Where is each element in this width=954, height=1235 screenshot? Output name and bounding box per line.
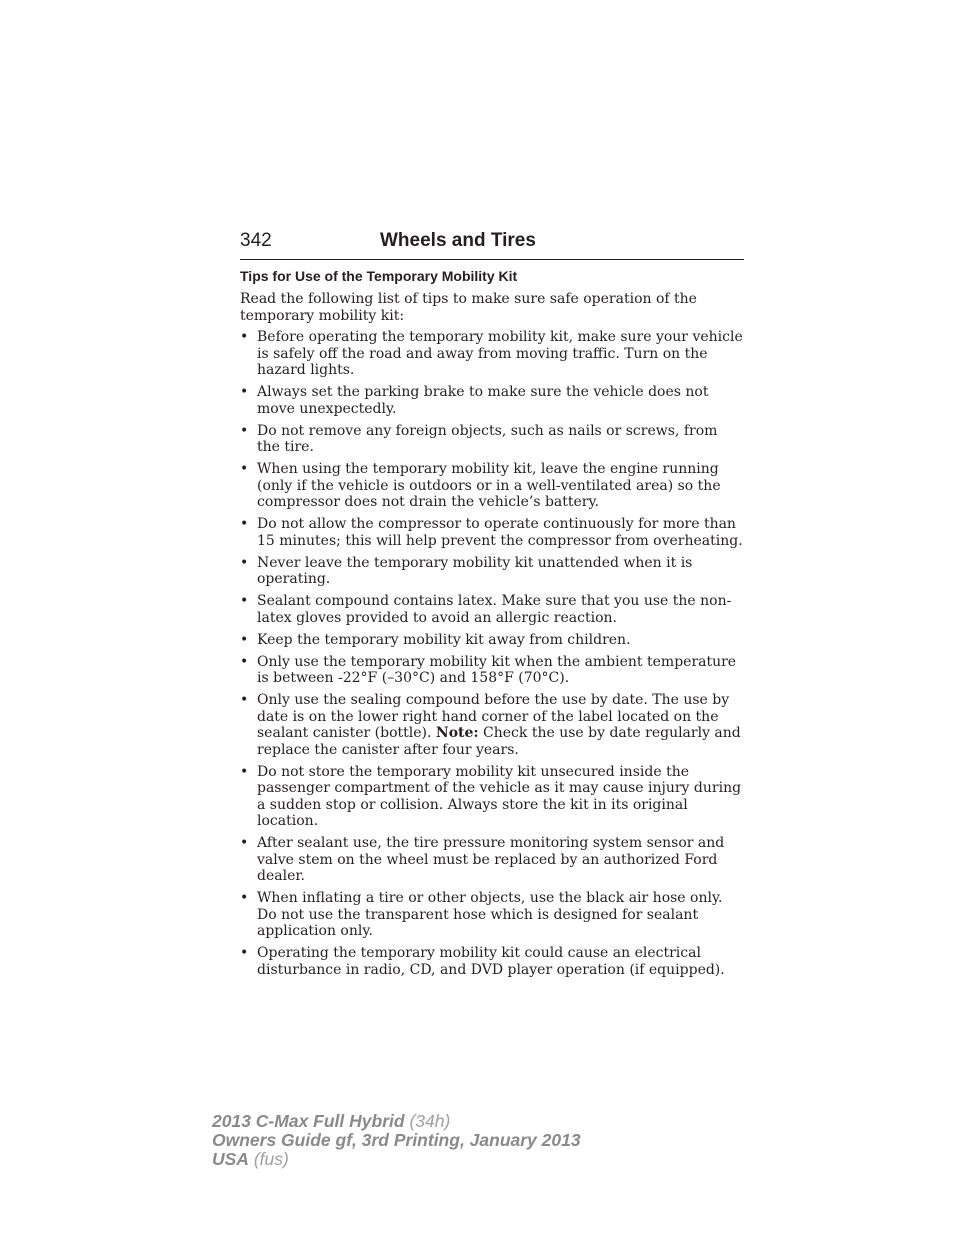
tip-text: Do not allow the compressor to operate continuously for more than 15 minutes; this will help prevent the compressor from overheating. xyxy=(257,516,743,549)
page-header xyxy=(240,229,744,260)
tip-text: Sealant compound contains latex. Make sure that you use the non-latex gloves provided to avoid an allergic reaction. xyxy=(257,593,732,626)
list-item xyxy=(240,516,744,549)
footer-guide: Owners Guide gf, 3rd Printing, January 2013 xyxy=(212,1130,581,1150)
list-item xyxy=(240,632,744,649)
list-item xyxy=(240,945,744,978)
page-number: 342 xyxy=(240,230,272,251)
tips-list xyxy=(240,329,744,978)
list-item xyxy=(240,692,744,758)
bullet-icon: • xyxy=(240,835,249,851)
tip-text: Keep the temporary mobility kit away from children. xyxy=(257,631,631,648)
footer-line-market xyxy=(212,1150,692,1169)
list-item xyxy=(240,835,744,885)
list-item xyxy=(240,890,744,940)
footer-line-guide xyxy=(212,1131,692,1150)
list-item xyxy=(240,329,744,379)
bullet-icon: • xyxy=(240,890,249,906)
tip-text: When inflating a tire or other objects, use the black air hose only. Do not use the transparent hose which is designed for sealant application only. xyxy=(257,890,723,939)
list-item xyxy=(240,764,744,830)
tip-text: Always set the parking brake to make sure the vehicle does not move unexpectedly. xyxy=(257,384,709,417)
note-label: Note: xyxy=(435,725,479,741)
chapter-title: Wheels and Tires xyxy=(380,230,536,251)
bullet-icon: • xyxy=(240,329,249,345)
tip-text: After sealant use, the tire pressure monitoring system sensor and valve stem on the wheel must be replaced by an authorized Ford dealer. xyxy=(257,835,725,884)
tip-text: Never leave the temporary mobility kit unattended when it is operating. xyxy=(257,554,693,587)
bullet-icon: • xyxy=(240,593,249,609)
bullet-icon: • xyxy=(240,422,249,439)
footer-market-code: (fus) xyxy=(253,1149,289,1169)
list-item xyxy=(240,555,744,588)
tip-text: Only use the sealing compound before the use by date. The use by date is on the lower right hand corner of the label located on the sealant canister (bottle). xyxy=(257,692,730,741)
footer-model-code: (34h) xyxy=(409,1111,451,1131)
bullet-icon: • xyxy=(240,763,249,780)
footer-model: 2013 C-Max Full Hybrid xyxy=(212,1111,405,1131)
bullet-icon: • xyxy=(240,384,249,400)
bullet-icon: • xyxy=(240,554,249,571)
tip-text: Do not store the temporary mobility kit unsecured inside the passenger compartment of the vehicle as it may cause injury during a sudden stop or collision. Always store the kit in its original location. xyxy=(257,763,742,829)
list-item xyxy=(240,384,744,417)
tip-text: Only use the temporary mobility kit when the ambient temperature is between -22°F (–30°C) and 158°F (70°C). xyxy=(257,653,737,686)
list-item xyxy=(240,461,744,511)
tip-text: Operating the temporary mobility kit could cause an electrical disturbance in radio, CD, and DVD player operation (if equipped). xyxy=(257,945,725,978)
footer-line-model xyxy=(212,1112,692,1131)
document-footer xyxy=(212,1112,692,1169)
bullet-icon: • xyxy=(240,692,249,708)
bullet-icon: • xyxy=(240,945,249,961)
tip-text: Do not remove any foreign objects, such as nails or screws, from the tire. xyxy=(257,422,718,455)
list-item xyxy=(240,423,744,456)
section-title: Tips for Use of the Temporary Mobility Kit xyxy=(240,268,518,284)
bullet-icon: • xyxy=(240,631,249,648)
section-content xyxy=(240,291,744,984)
intro-paragraph: Read the following list of tips to make sure safe operation of the temporary mobility kit: xyxy=(240,291,697,324)
list-item xyxy=(240,593,744,626)
list-item xyxy=(240,654,744,687)
footer-market: USA xyxy=(212,1149,249,1169)
note-text: Check the use by date regularly and replace the canister after four years. xyxy=(257,725,741,758)
tip-text: When using the temporary mobility kit, leave the engine running (only if the vehicle is outdoors or in a well-ventilated area) so the compressor does not drain the vehicle’s battery. xyxy=(257,461,721,510)
tip-text: Before operating the temporary mobility kit, make sure your vehicle is safely off the road and away from moving traffic. Turn on the hazard lights. xyxy=(257,329,743,378)
bullet-icon: • xyxy=(240,461,249,477)
bullet-icon: • xyxy=(240,653,249,670)
bullet-icon: • xyxy=(240,516,249,532)
